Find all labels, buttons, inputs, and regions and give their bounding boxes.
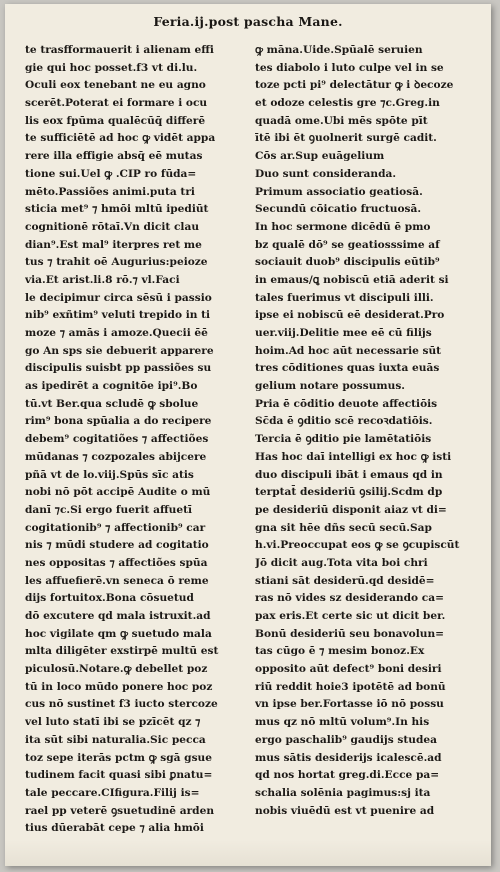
text-line: go An sps sie debuerit apparere [25, 344, 214, 357]
text-line: schalia solēnia pagimus:sj ita [255, 786, 431, 799]
page-bottom-margin [5, 840, 491, 866]
text-line: dō excutere qd mala istruxit.ad [25, 610, 211, 622]
text-line: mēto.Passiões animi.puta tri [25, 185, 195, 198]
text-line: ergo paschalib⁹ gaudijs studea [255, 733, 437, 746]
text-line: tale peccare.CIfigura.Filij is= [25, 786, 200, 799]
text-line: via.Et arist.li.8 rō.⁊ vl.Faci [25, 273, 180, 286]
text-line: mus sātis desiderijs icalescē.ad [255, 751, 442, 764]
text-line: In hoc sermone dicēdū ē pmo [255, 220, 431, 233]
text-line: toz sepe iterās pctm ꝙ sgā gsue [25, 751, 212, 764]
text-line: ītē ibi ēt ꝯuolnerit surgē cadit. [255, 132, 437, 145]
text-line: pax eris.Et certe sic ut dicit ber. [255, 610, 446, 622]
text-line: ita sūt sibi naturalia.Sic pecca [25, 733, 206, 746]
text-line: nobi nō pōt accipē Audite o mū [25, 486, 211, 499]
text-line: sticia met⁹ ⁊ hmōi mltū ipediūt [25, 203, 209, 216]
text-line: rim⁹ bona spūalia a do recipere [25, 415, 212, 428]
text-line: et odoze celestis gre ⁊c.Greg.in [255, 97, 440, 110]
text-line: Duo sunt consideranda. [255, 167, 397, 180]
text-line: riū reddit hoie3 ipotētē ad bonū [255, 680, 446, 693]
text-line: h.vi.Preoccupat eos ꝙ se ꝯcupiscūt [255, 539, 460, 552]
text-line: nes oppositas ⁊ affectiões spūa [25, 556, 208, 569]
text-line: in emaus/ꝗ nobiscū etiā aderit si [255, 273, 449, 286]
text-line: Jō dicit aug.Tota vita boi chri [255, 556, 428, 569]
text-line: qd nos hortat greg.di.Ecce pa= [255, 769, 440, 782]
text-line: scerēt.Poterat ei formare i ocu [25, 97, 208, 110]
text-line: danī ⁊c.Si ergo fuerit affuetī [25, 503, 193, 516]
text-line: Oculi eox tenebant ne eu agno [25, 79, 206, 92]
text-line: tū.vt Ber.qua scludē ꝙ sbolue [25, 397, 199, 410]
book-page [5, 4, 491, 866]
text-line: hoim.Ad hoc aūt necessarie sūt [255, 344, 442, 357]
text-line: te trasfformauerit i alienam effi [25, 44, 214, 56]
text-line: stiani sāt desiderū.qd desidē= [255, 574, 435, 587]
text-line: lis eox fpūma qualēcūq̄ differē [25, 114, 206, 127]
text-line: Primum associatio geatiosā. [255, 185, 423, 198]
text-line: tius dūerabāt cepe ⁊ alia hmōi [25, 822, 204, 835]
text-line: duo discipuli ibāt i emaus qd in [255, 468, 443, 481]
text-line: hoc vigilate qm ꝙ suetudo mala [25, 627, 212, 640]
text-line: ras nō vides sz desiderando ca= [255, 592, 444, 605]
right-column [255, 42, 467, 820]
text-line: bz qualē dō⁹ se geatiosssime af [255, 238, 440, 251]
text-line: mlta diligēter exstirpē multū est [25, 645, 219, 658]
text-line: cogitationib⁹ ⁊ affectionib⁹ car [25, 521, 206, 534]
text-line: rere illa effigie absq̄ eē mutas [25, 150, 203, 163]
text-line: tudinem facit quasi sibi ꝑnatu= [25, 769, 213, 782]
text-line: dijs fortuitox.Bona cōsuetud [25, 592, 194, 605]
text-line: tres cōditiones quas iuxta euās [255, 362, 440, 375]
text-line: quadā ome.Ubi mēs spōte pīt [255, 114, 428, 127]
text-line: tus ⁊ trahit oē Augurius:peioze [25, 256, 208, 269]
text-line: pñā vt de lo.viij.Spūs sīc atis [25, 468, 194, 481]
text-line: Sc̄da ē ꝯditio scē recoꝛdatiōis. [255, 415, 433, 428]
text-line: vel luto statī ibi se pzīcēt qz ⁊ [25, 716, 201, 729]
text-line: ꝙ māna.Uide.Spūalē seruien [255, 44, 423, 56]
text-line: discipulis suisbt pp passiões su [25, 362, 212, 375]
running-header: Feria.ij.post pascha Mane. [153, 14, 343, 29]
text-line: Cōs ar.Sup euāgelium [255, 150, 385, 163]
text-line: tales fuerimus vt discipuli illi. [255, 291, 434, 304]
text-line: te sufficiētē ad hoc ꝙ vidēt appa [25, 132, 216, 145]
text-line: Secundū cōicatio fructuosā. [255, 203, 422, 216]
text-line: nib⁹ exñtim⁹ veluti trepido in ti [25, 309, 211, 322]
text-line: Bonū desideriū seu bonavolun= [255, 627, 445, 640]
text-line: moze ⁊ amās i amoze.Quecii ēē [25, 327, 208, 339]
text-line: les affuefierē.vn seneca ō reme [25, 574, 209, 587]
text-line: as ipedirēt a cognitōe ipi⁹.Bo [25, 380, 198, 393]
text-line: cognitionē rōtaī.Vn dicit clau [25, 220, 200, 233]
text-line: opposito aūt defect⁹ boni desiri [255, 663, 442, 676]
text-line: uer.viij.Delitie mee eē cū filijs [255, 327, 432, 339]
text-line: tas cūgo ē ⁊ mesim bonoz.Ex [255, 645, 425, 658]
text-line: tes diabolo i luto culpe vel in se [255, 61, 444, 74]
text-line: tione sui.Uel ꝙ .CIP ro fūda= [25, 167, 197, 180]
text-line: ipse ei nobiscū eē desiderat.Pro [255, 309, 445, 322]
text-line: pe desideriū disponit aiaz vt di= [255, 503, 447, 516]
text-line: le decipimur circa sēsū i passio [25, 291, 212, 304]
text-line: gna sit hēe dñs secū secū.Sap [255, 521, 432, 534]
text-line: vn ipse ber.Fortasse iō nō possu [255, 698, 444, 711]
text-line: debem⁹ cogitatiões ⁊ affectiões [25, 433, 209, 446]
text-line: nobis viuēdū est vt puenire ad [255, 804, 435, 817]
text-line: nis ⁊ mūdi studere ad cogitatio [25, 539, 209, 552]
text-line: cus nō sustinet f3 iucto stercoze [25, 698, 218, 711]
text-line: tū in loco mūdo ponere hoc poz [25, 680, 213, 693]
text-line: toze pcti pi⁹ delectātur ꝙ i ꝺecoze [255, 79, 454, 92]
text-line: mus qz nō mltū volum⁹.In his [255, 716, 430, 729]
text-line: piculosū.Notare.ꝙ debellet poz [25, 663, 208, 676]
text-line: rael pp veterē ꝯsuetudinē arden [25, 804, 215, 817]
left-column [25, 42, 237, 838]
text-line: mūdanas ⁊ cozpozales abijcere [25, 450, 207, 463]
text-line: dian⁹.Est mal⁹ iterpres ret me [25, 238, 202, 251]
text-line: Tercia ē ꝯditio pie lamētatiōis [255, 433, 432, 446]
text-line: terptat̄ desideriū ꝯsilij.Scdm dp [255, 486, 443, 499]
text-line: sociauit duob⁹ discipulis eūtib⁹ [255, 256, 440, 269]
text-line: Pria ē cōditio deuote affectiōis [255, 397, 438, 410]
text-line: Has hoc daī intelligi ex hoc ꝙ isti [255, 450, 452, 463]
text-line: gelium notare possumus. [255, 380, 405, 393]
text-line: gie qui hoc posset.f3 vt di.lu. [25, 61, 198, 74]
column-gutter [243, 40, 244, 800]
